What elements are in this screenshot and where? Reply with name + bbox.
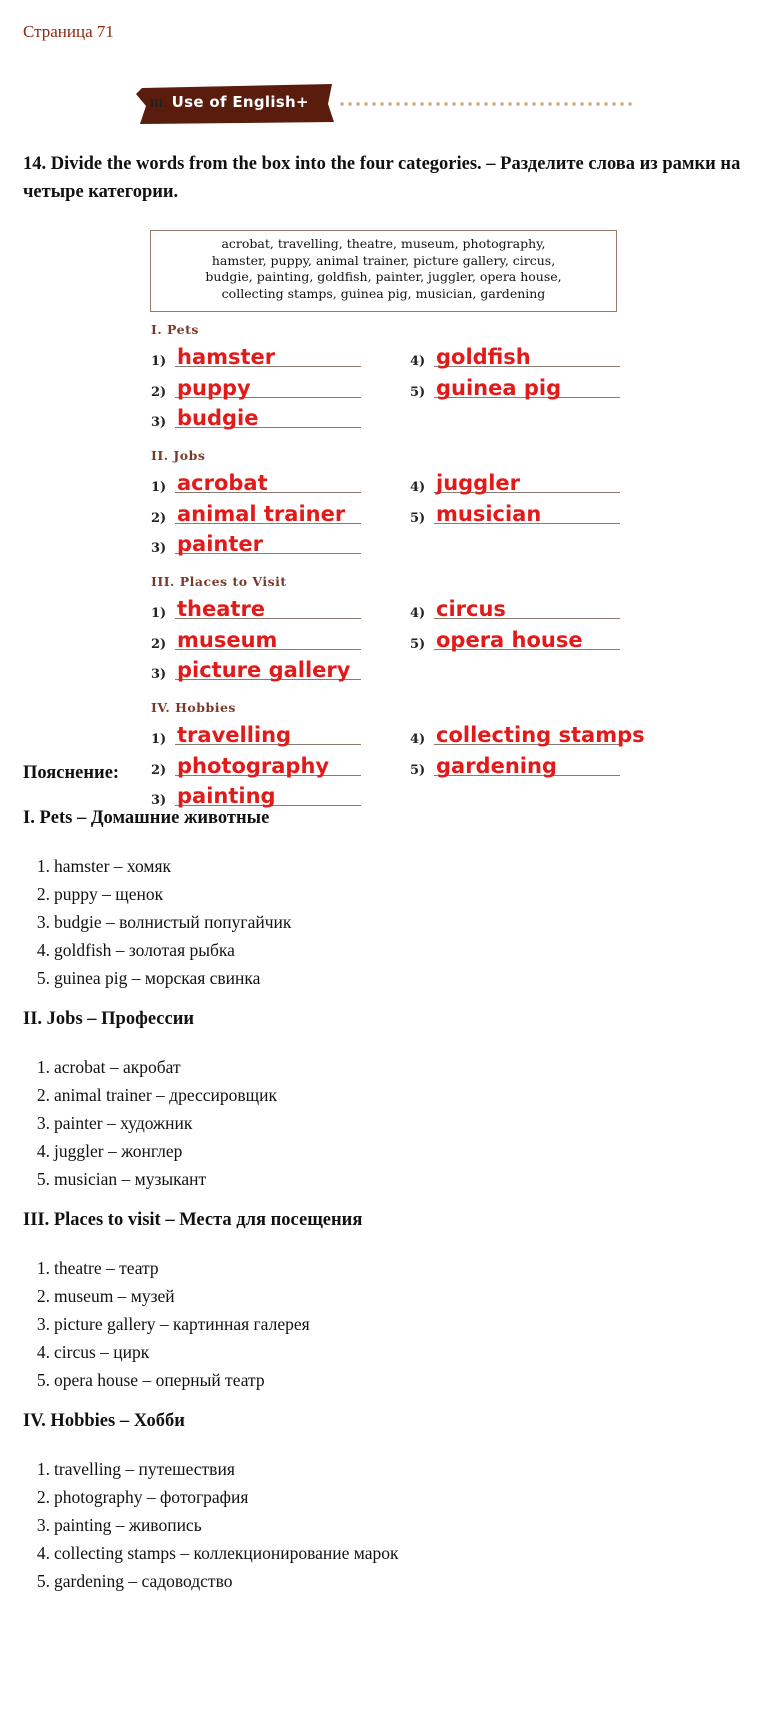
vocab-number: 2. [36, 1286, 50, 1306]
vocab-item [30, 1567, 398, 1595]
word-box-line: budgie, painting, goldfish, painter, juggler, opera house, [205, 269, 562, 284]
item-number: 2) [151, 385, 167, 400]
handwritten-answer: opera house [436, 628, 583, 652]
banner-label [150, 93, 309, 111]
handwritten-answer: painting [177, 784, 276, 808]
vocab-text: animal trainer – дрессировщик [54, 1085, 278, 1105]
answer-item [410, 498, 620, 528]
vocab-text: guinea pig – морская свинка [54, 968, 261, 988]
vocab-item [30, 908, 291, 936]
vocab-item [30, 880, 291, 908]
item-number: 2) [151, 511, 167, 526]
vocab-number: 3. [36, 1314, 50, 1334]
answer-item [410, 341, 620, 371]
category-title: I. Pets [151, 322, 199, 337]
vocab-item [30, 936, 291, 964]
vocab-text: acrobat – акробат [54, 1057, 181, 1077]
vocab-number: 5. [36, 968, 50, 988]
vocab-text: painting – живопись [54, 1515, 202, 1535]
answer-item [151, 654, 361, 684]
vocab-number: 1. [36, 1258, 50, 1278]
vocab-item [30, 1081, 277, 1109]
answer-item [151, 528, 361, 558]
vocab-item [30, 1338, 310, 1366]
vocab-list [30, 852, 291, 992]
explanation-section-title: III. Places to visit – Места для посещения [23, 1210, 363, 1230]
vocab-text: puppy – щенок [54, 884, 164, 904]
item-number: 1) [151, 480, 167, 495]
handwritten-answer: goldfish [436, 345, 531, 369]
vocab-item [30, 1165, 277, 1193]
vocab-text: museum – музей [54, 1286, 175, 1306]
handwritten-answer: gardening [436, 754, 557, 778]
item-number: 1) [151, 354, 167, 369]
answer-item [151, 719, 361, 749]
answer-item [410, 467, 620, 497]
answer-item [151, 467, 361, 497]
answer-item [410, 719, 645, 749]
handwritten-answer: travelling [177, 723, 292, 747]
vocab-text: travelling – путешествия [54, 1459, 235, 1479]
item-number: 3) [151, 415, 167, 430]
answer-item [151, 593, 361, 623]
word-box [150, 230, 617, 312]
vocab-number: 5. [36, 1169, 50, 1189]
vocab-number: 1. [36, 1057, 50, 1077]
vocab-number: 4. [36, 940, 50, 960]
vocab-number: 3. [36, 1113, 50, 1133]
vocab-text: gardening – садоводство [54, 1571, 233, 1591]
answer-item [410, 624, 620, 654]
item-number: 4) [410, 606, 426, 621]
vocab-number: 4. [36, 1543, 50, 1563]
answer-item [151, 750, 361, 780]
handwritten-answer: museum [177, 628, 278, 652]
item-number: 5) [410, 637, 426, 652]
word-box-line: hamster, puppy, animal trainer, picture gallery, circus, [211, 252, 556, 268]
vocab-text: photography – фотография [54, 1487, 249, 1507]
vocab-number: 5. [36, 1571, 50, 1591]
vocab-number: 1. [36, 856, 50, 876]
vocab-list [30, 1254, 310, 1394]
vocab-list [30, 1053, 277, 1193]
vocab-text: painter – художник [54, 1113, 193, 1133]
vocab-text: collecting stamps – коллекционирование марок [54, 1543, 399, 1563]
vocab-text: theatre – театр [54, 1258, 159, 1278]
category-title: IV. Hobbies [151, 700, 236, 715]
answer-item [410, 593, 620, 623]
vocab-list [30, 1455, 398, 1595]
vocab-item [30, 964, 291, 992]
vocab-item [30, 1511, 398, 1539]
category-title: III. Places to Visit [151, 574, 287, 589]
banner-text: Use of English+ [171, 93, 309, 111]
explanation-section-title: I. Pets – Домашние животные [23, 808, 270, 828]
word-box-line: acrobat, travelling, theatre, museum, photography, [221, 236, 546, 251]
vocab-number: 1. [36, 1459, 50, 1479]
vocab-item [30, 1282, 310, 1310]
item-number: 5) [410, 763, 426, 778]
handwritten-answer: animal trainer [177, 502, 346, 526]
answer-item [151, 341, 361, 371]
answer-item [151, 402, 361, 432]
answer-item [151, 624, 361, 654]
handwritten-answer: theatre [177, 597, 266, 621]
handwritten-answer: musician [436, 502, 542, 526]
vocab-item [30, 1310, 310, 1338]
vocab-number: 3. [36, 912, 50, 932]
handwritten-answer: guinea pig [436, 376, 562, 400]
vocab-item [30, 1053, 277, 1081]
handwritten-answer: hamster [177, 345, 276, 369]
handwritten-answer: puppy [177, 376, 251, 400]
handwritten-answer: photography [177, 754, 330, 778]
vocab-item [30, 1366, 310, 1394]
vocab-item [30, 1109, 277, 1137]
item-number: 1) [151, 732, 167, 747]
vocab-item [30, 852, 291, 880]
answer-item [410, 750, 620, 780]
item-number: 5) [410, 511, 426, 526]
item-number: 3) [151, 541, 167, 556]
vocab-number: 4. [36, 1141, 50, 1161]
item-number: 5) [410, 385, 426, 400]
vocab-number: 2. [36, 884, 50, 904]
explanation-heading: Пояснение: [23, 763, 120, 783]
item-number: 2) [151, 637, 167, 652]
item-number: 4) [410, 732, 426, 747]
explanation-section-title: II. Jobs – Профессии [23, 1009, 195, 1029]
item-number: 2) [151, 763, 167, 778]
vocab-number: 3. [36, 1515, 50, 1535]
vocab-text: circus – цирк [54, 1342, 150, 1362]
handwritten-answer: budgie [177, 406, 259, 430]
item-number: 4) [410, 480, 426, 495]
vocab-number: 2. [36, 1487, 50, 1507]
banner-roman: III. [150, 97, 168, 110]
vocab-number: 5. [36, 1370, 50, 1390]
category-title: II. Jobs [151, 448, 206, 463]
vocab-text: picture gallery – картинная галерея [54, 1314, 310, 1334]
item-number: 4) [410, 354, 426, 369]
item-number: 3) [151, 667, 167, 682]
handwritten-answer: acrobat [177, 471, 268, 495]
item-number: 1) [151, 606, 167, 621]
vocab-item [30, 1483, 398, 1511]
task-instruction: 14. Divide the words from the box into the four categories. – Разделите слова из рамки на четыре категории. [23, 154, 741, 202]
dotted-rule [338, 100, 638, 108]
vocab-item [30, 1254, 310, 1282]
answer-item [151, 780, 361, 810]
vocab-text: juggler – жонглер [54, 1141, 183, 1161]
vocab-text: opera house – оперный театр [54, 1370, 265, 1390]
vocab-item [30, 1539, 398, 1567]
explanation-section-title: IV. Hobbies – Хобби [23, 1411, 185, 1431]
answer-item [151, 372, 361, 402]
handwritten-answer: collecting stamps [436, 723, 645, 747]
page-link[interactable]: Страница 71 [23, 22, 114, 41]
handwritten-answer: juggler [436, 471, 521, 495]
handwritten-answer: circus [436, 597, 506, 621]
vocab-text: musician – музыкант [54, 1169, 207, 1189]
section-banner [136, 84, 636, 124]
word-box-line: collecting stamps, guinea pig, musician, gardening [221, 285, 546, 301]
answer-item [410, 372, 620, 402]
item-number: 3) [151, 793, 167, 808]
vocab-item [30, 1137, 277, 1165]
vocab-number: 4. [36, 1342, 50, 1362]
answer-item [151, 498, 361, 528]
vocab-text: hamster – хомяк [54, 856, 172, 876]
handwritten-answer: picture gallery [177, 658, 351, 682]
vocab-text: budgie – волнистый попугайчик [54, 912, 292, 932]
vocab-number: 2. [36, 1085, 50, 1105]
vocab-text: goldfish – золотая рыбка [54, 940, 235, 960]
handwritten-answer: painter [177, 532, 263, 556]
vocab-item [30, 1455, 398, 1483]
